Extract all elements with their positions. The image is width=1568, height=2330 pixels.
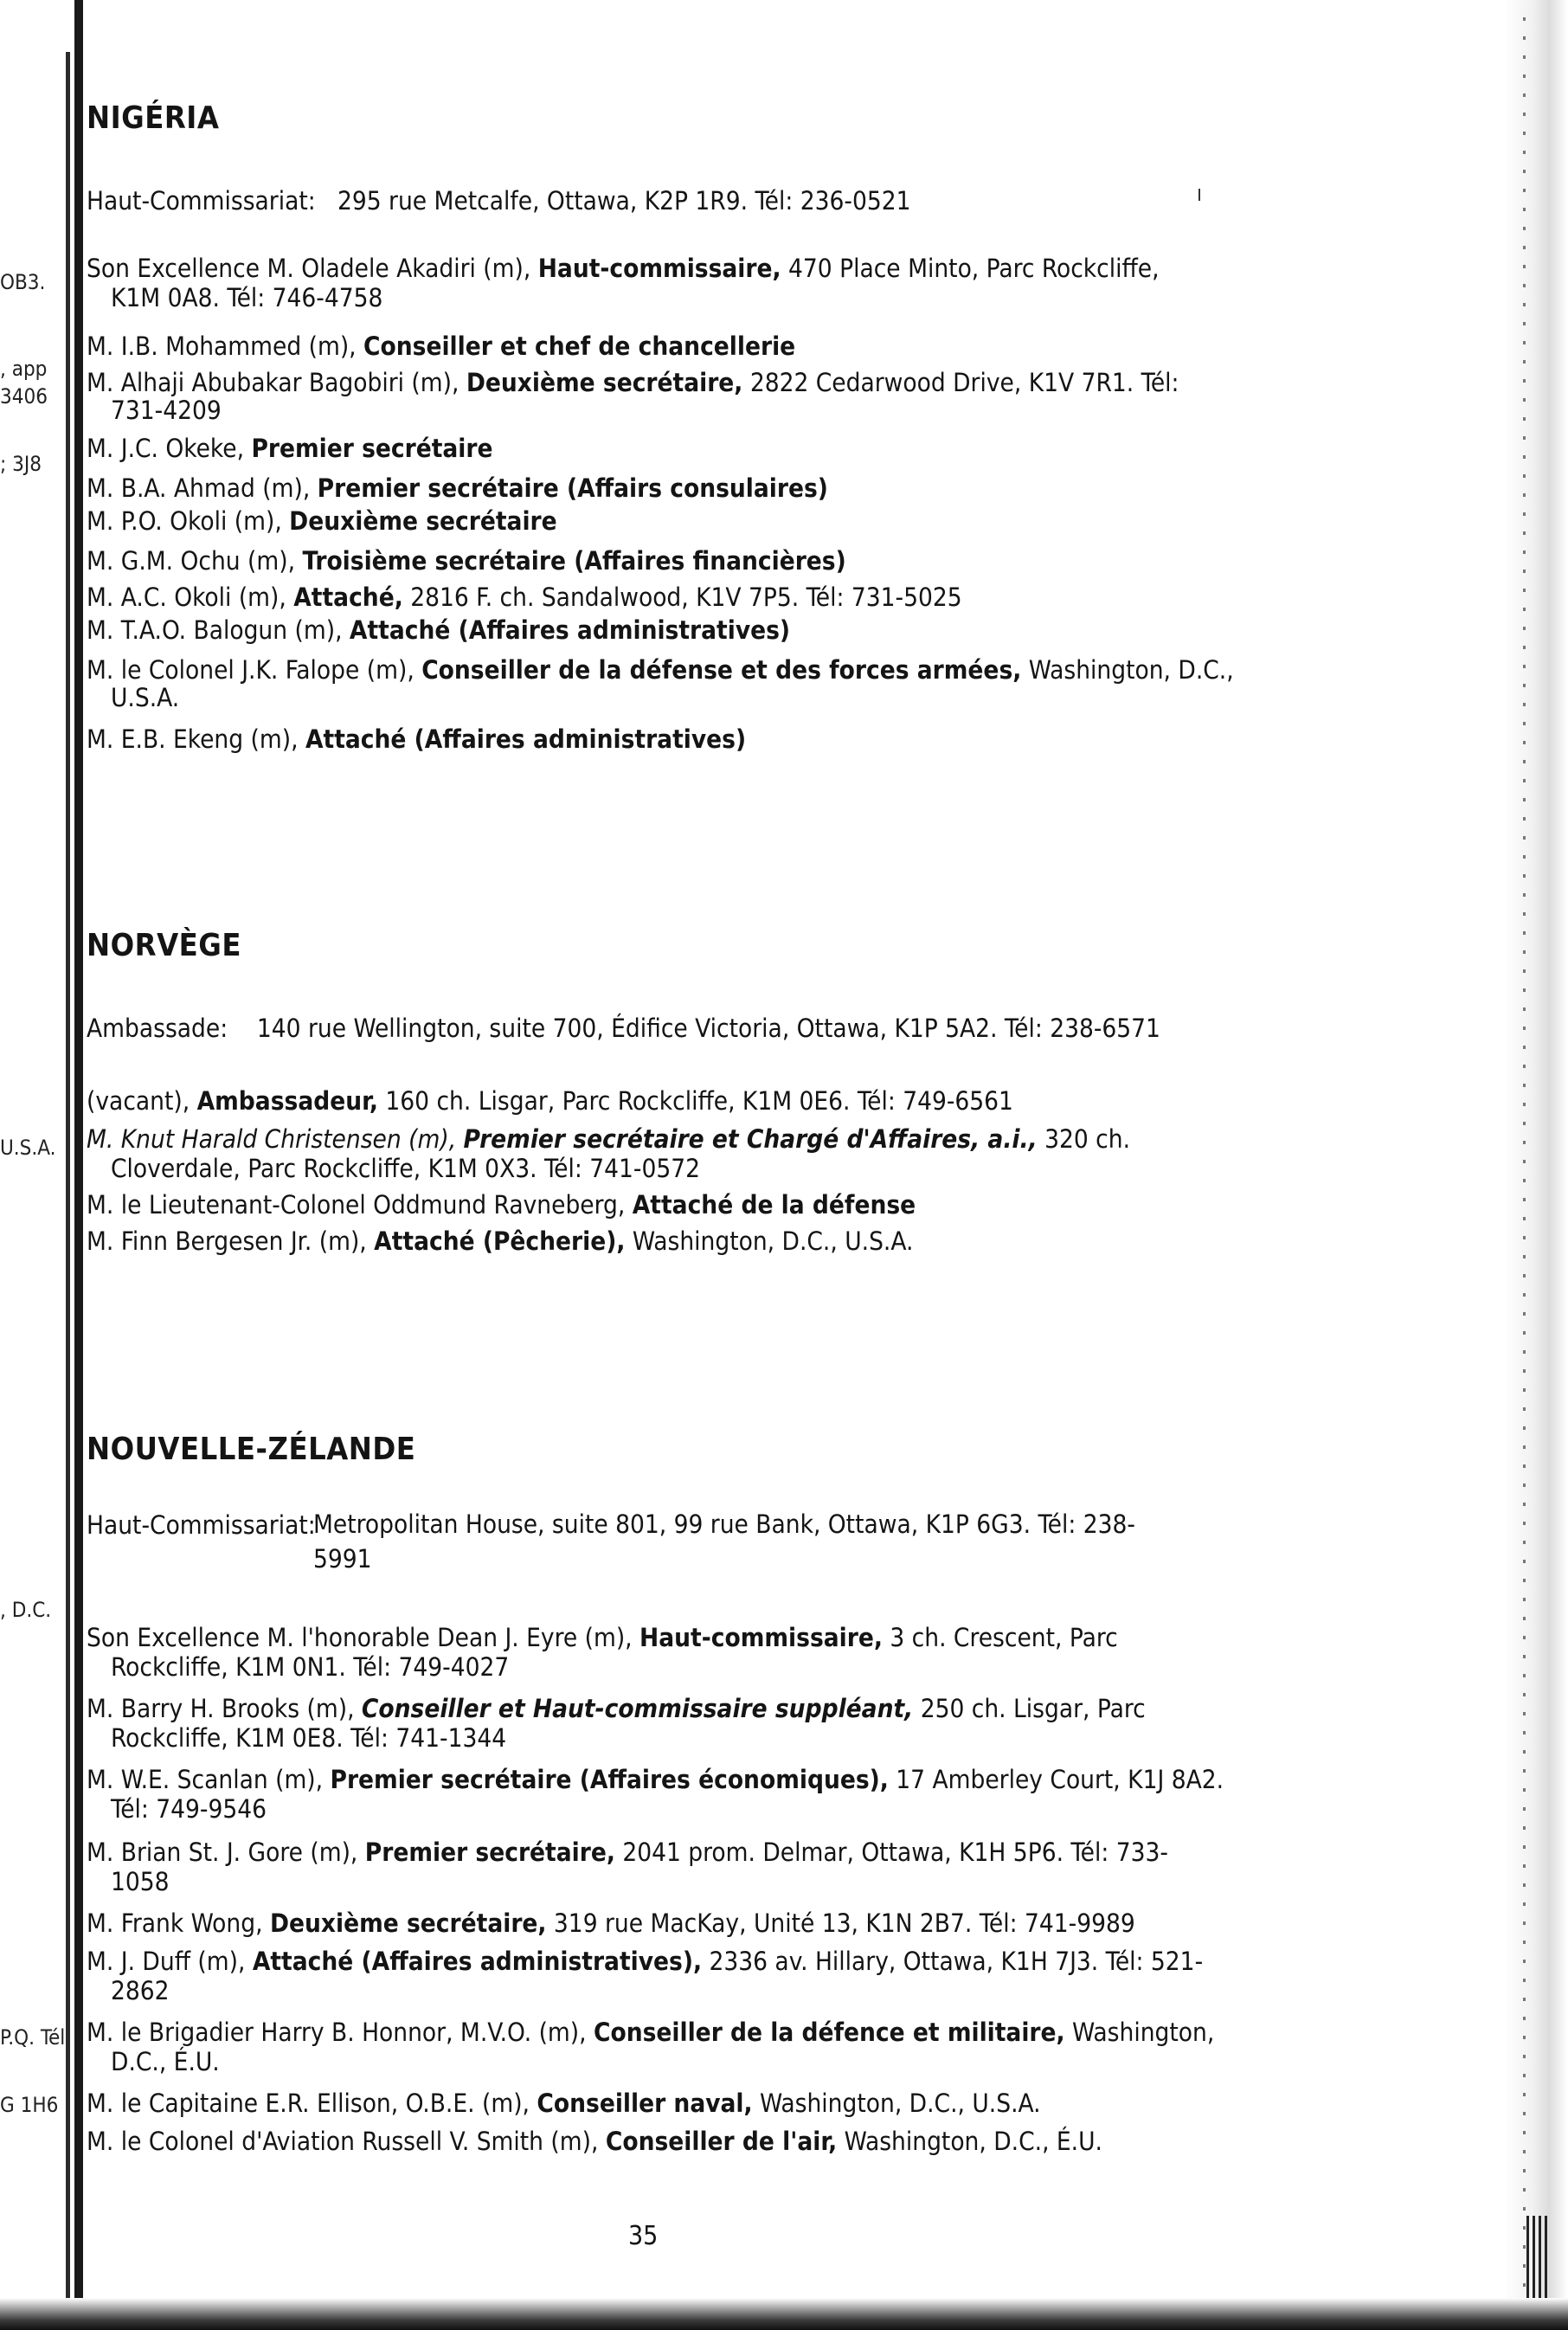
staff-entry: M. I.B. Mohammed (m), Conseiller et chef de chancellerie [87,331,796,361]
margin-fragment: G 1H6 [0,2093,59,2117]
staff-entry: M. J.C. Okeke, Premier secrétaire [87,434,493,463]
staff-entry-cont: Cloverdale, Parc Rockcliffe, K1M 0X3. Tél: 741-0572 [111,1154,701,1183]
margin-fragment: , D.C. [0,1598,52,1622]
staff-entry-cont: 1058 [111,1867,170,1896]
page-number: 35 [628,2221,659,2251]
staff-entry: Son Excellence M. Oladele Akadiri (m), Haut-commissaire, 470 Place Minto, Parc Rockcliffe, [87,254,1160,283]
office-line [87,185,911,216]
office-address: 295 rue Metcalfe, Ottawa, K2P 1R9. Tél: 236-0521 [337,186,911,216]
margin-fragment: , app [0,357,48,381]
binding-shadow [66,52,70,2302]
staff-entry-cont: Rockcliffe, K1M 0N1. Tél: 749-4027 [111,1652,510,1682]
section-title-norvege: NORVÈGE [87,928,241,963]
staff-entry-cont: Tél: 749-9546 [111,1794,267,1824]
staff-entry: M. J. Duff (m), Attaché (Affaires administratives), 2336 av. Hillary, Ottawa, K1H 7J3. Tél: 521- [87,1947,1204,1976]
page-bottom-shadow [0,2298,1568,2330]
page-right-edge-specks [1523,17,1526,2302]
staff-entry-cont: K1M 0A8. Tél: 746-4758 [111,283,383,312]
staff-entry: M. P.O. Okoli (m), Deuxième secrétaire [87,506,557,536]
office-label: Haut-Commissariat: [87,186,316,216]
section-title-nigeria: NIGÉRIA [87,100,220,136]
staff-entry: M. W.E. Scanlan (m), Premier secrétaire (Affaires économiques), 17 Amberley Court, K1J 8A2. [87,1765,1224,1794]
staff-entry: M. Knut Harald Christensen (m), Premier secrétaire et Chargé d'Affaires, a.i., 320 ch. [87,1124,1131,1154]
office-address: Metropolitan House, suite 801, 99 rue Bank, Ottawa, K1P 6G3. Tél: 238- [313,1509,1135,1539]
office-address-cont: 5991 [313,1544,372,1574]
staff-entry: M. le Capitaine E.R. Ellison, O.B.E. (m), Conseiller naval, Washington, D.C., U.S.A. [87,2089,1041,2118]
staff-entry: M. Brian St. J. Gore (m), Premier secrétaire, 2041 prom. Delmar, Ottawa, K1H 5P6. Tél: 733- [87,1838,1168,1867]
staff-entry-cont: D.C., É.U. [111,2047,220,2076]
page-right-edge-ink [1526,2216,1551,2302]
staff-entry: M. G.M. Ochu (m), Troisième secrétaire (Affaires financières) [87,546,846,576]
section-title-nouvelle-zelande: NOUVELLE-ZÉLANDE [87,1432,416,1467]
margin-fragment: U.S.A. [0,1136,56,1160]
staff-entry: M. le Colonel d'Aviation Russell V. Smith (m), Conseiller de l'air, Washington, D.C., É.U. [87,2127,1102,2156]
staff-entry: Son Excellence M. l'honorable Dean J. Eyre (m), Haut-commissaire, 3 ch. Crescent, Parc [87,1623,1118,1652]
staff-entry-cont: 731-4209 [111,396,222,425]
binding-edge [74,0,83,2330]
office-address: 140 rue Wellington, suite 700, Édifice Victoria, Ottawa, K1P 5A2. Tél: 238-6571 [256,1014,1160,1043]
office-label: Haut-Commissariat: [87,1510,316,1540]
staff-entry: M. A.C. Okoli (m), Attaché, 2816 F. ch. Sandalwood, K1V 7P5. Tél: 731-5025 [87,582,962,612]
margin-fragment: P.Q. Tél [0,2025,66,2050]
margin-fragment: OB3. [0,270,46,294]
staff-entry: M. le Lieutenant-Colonel Oddmund Ravneberg, Attaché de la défense [87,1190,916,1220]
margin-fragment: ; 3J8 [0,452,42,476]
staff-entry: M. Alhaji Abubakar Bagobiri (m), Deuxième secrétaire, 2822 Cedarwood Drive, K1V 7R1. Tél: [87,368,1179,397]
staff-entry: M. T.A.O. Balogun (m), Attaché (Affaires administratives) [87,615,791,645]
office-label: Ambassade: [87,1014,228,1043]
staff-entry: M. E.B. Ekeng (m), Attaché (Affaires administratives) [87,724,747,754]
office-line [87,1013,1160,1044]
staff-entry: M. le Colonel J.K. Falope (m), Conseiller de la défense et des forces armées, Washington, D.C., [87,655,1234,685]
staff-entry-cont: Rockcliffe, K1M 0E8. Tél: 741-1344 [111,1723,507,1753]
page-right-edge [1504,0,1568,2330]
staff-entry-cont: 2862 [111,1976,170,2005]
staff-entry: M. le Brigadier Harry B. Honnor, M.V.O. (m), Conseiller de la défence et militaire, Washington, [87,2018,1215,2047]
staff-entry: M. B.A. Ahmad (m), Premier secrétaire (Affairs consulaires) [87,473,828,503]
staff-entry: M. Finn Bergesen Jr. (m), Attaché (Pêcherie), Washington, D.C., U.S.A. [87,1226,914,1256]
staff-entry: (vacant), Ambassadeur, 160 ch. Lisgar, Parc Rockcliffe, K1M 0E6. Tél: 749-6561 [87,1086,1013,1116]
staff-entry-cont: U.S.A. [111,683,180,712]
staff-entry: M. Frank Wong, Deuxième secrétaire, 319 rue MacKay, Unité 13, K1N 2B7. Tél: 741-9989 [87,1908,1135,1938]
margin-fragment: 3406 [0,384,48,409]
stray-mark [1198,189,1200,201]
staff-entry: M. Barry H. Brooks (m), Conseiller et Haut-commissaire suppléant, 250 ch. Lisgar, Parc [87,1694,1146,1723]
